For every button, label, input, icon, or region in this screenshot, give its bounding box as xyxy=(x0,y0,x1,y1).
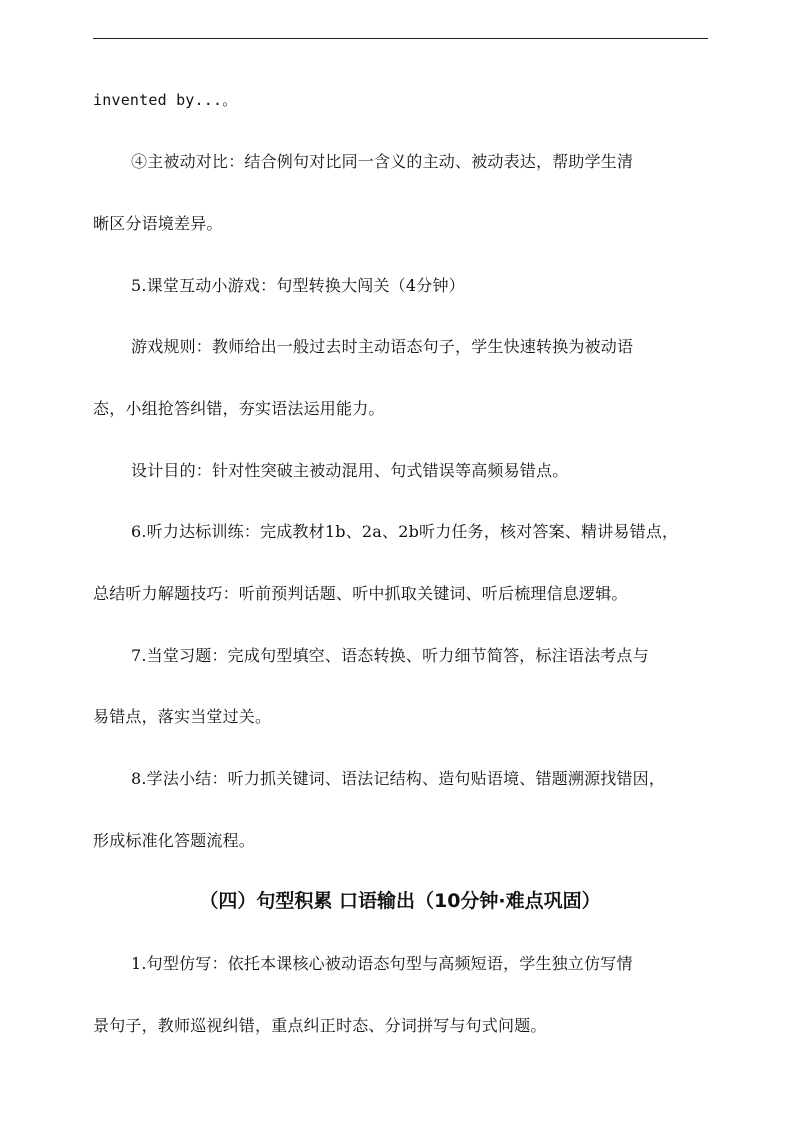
paragraph-line: 8.学法小结：听力抓关键词、语法记结构、造句贴语境、错题溯源找错因， xyxy=(131,769,666,788)
paragraph-line: 7.当堂习题：完成句型填空、语态转换、听力细节简答，标注语法考点与 xyxy=(131,646,649,665)
paragraph-line: ④主被动对比：结合例句对比同一含义的主动、被动表达，帮助学生清 xyxy=(131,152,634,171)
paragraph-line: 1.句型仿写：依托本课核心被动语态句型与高频短语，学生独立仿写情 xyxy=(131,954,633,973)
paragraph-line: 易错点，落实当堂过关。 xyxy=(93,707,272,726)
paragraph-line: invented by...。 xyxy=(93,91,238,109)
paragraph-line: 景句子，教师巡视纠错，重点纠正时态、分词拼写与句式问题。 xyxy=(93,1016,547,1035)
header-rule xyxy=(93,38,708,39)
paragraph-line: 6.听力达标训练：完成教材1b、2a、2b听力任务，核对答案、精讲易错点， xyxy=(131,522,679,541)
paragraph-line: 态，小组抢答纠错，夯实语法运用能力。 xyxy=(93,399,385,418)
paragraph-line: 5.课堂互动小游戏：句型转换大闯关（4分钟） xyxy=(131,276,465,295)
paragraph-line: 总结听力解题技巧：听前预判话题、听中抓取关键词、听后梳理信息逻辑。 xyxy=(93,584,628,603)
paragraph-line: 游戏规则：教师给出一般过去时主动语态句子，学生快速转换为被动语 xyxy=(131,337,634,356)
paragraph-line: 形成标准化答题流程。 xyxy=(93,831,256,850)
paragraph-line: 晰区分语境差异。 xyxy=(93,214,223,233)
paragraph-line: 设计目的：针对性突破主被动混用、句式错误等高频易错点。 xyxy=(131,461,569,480)
section-heading: （四）句型积累 口语输出（10分钟·难点巩固） xyxy=(199,890,601,912)
